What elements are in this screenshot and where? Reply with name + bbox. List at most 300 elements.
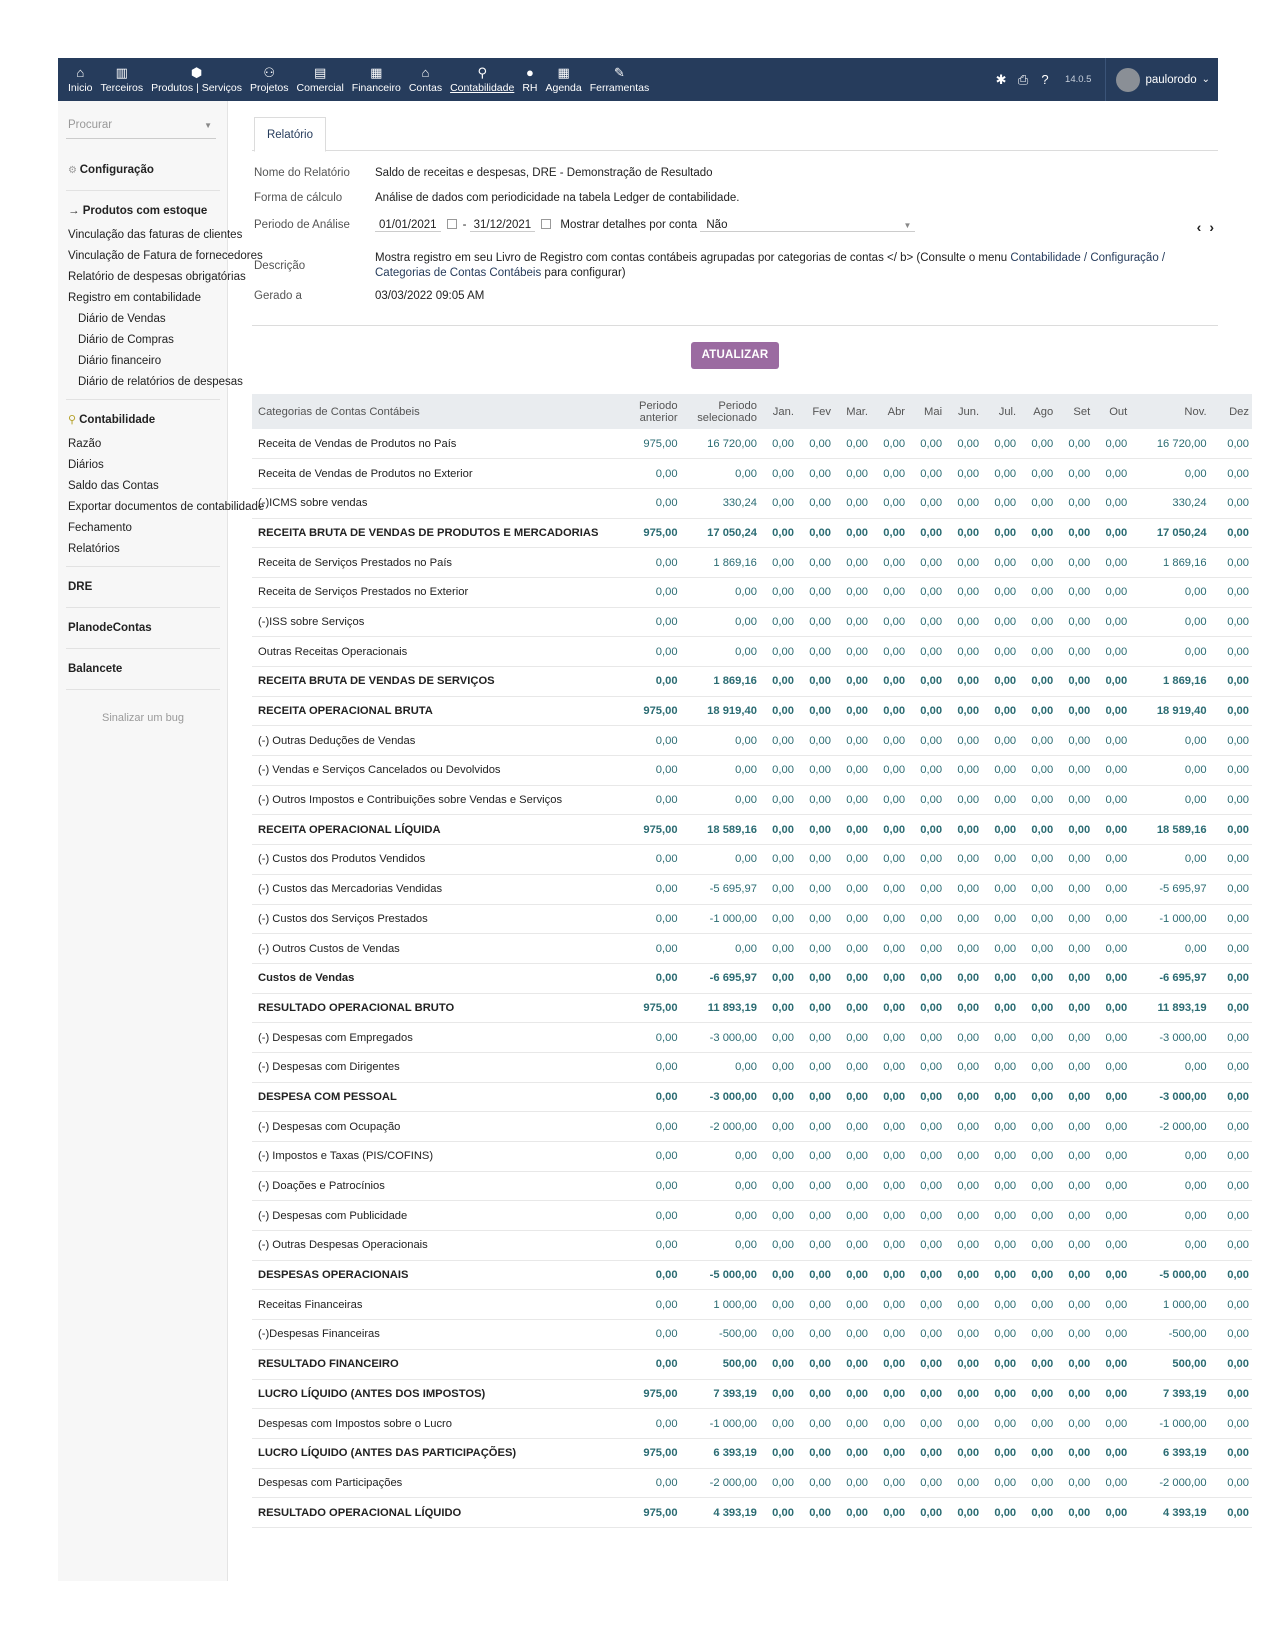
- cell-month[interactable]: 0,00: [982, 548, 1019, 578]
- cell-month[interactable]: 0,00: [871, 934, 908, 964]
- cell-month[interactable]: 0,00: [834, 667, 871, 697]
- cell-month[interactable]: 0,00: [797, 726, 834, 756]
- cell-month[interactable]: 0,00: [760, 1231, 797, 1261]
- cell-month[interactable]: 0,00: [1093, 1320, 1130, 1350]
- cell-month[interactable]: 0,00: [982, 815, 1019, 845]
- cell-periodo-anterior[interactable]: 0,00: [628, 1320, 681, 1350]
- cell-month[interactable]: 0,00: [760, 963, 797, 993]
- cell-periodo-selecionado[interactable]: -6 695,97: [681, 963, 760, 993]
- cell-month[interactable]: 0,00: [871, 696, 908, 726]
- cell-month[interactable]: 0,00: [982, 1052, 1019, 1082]
- cell-month[interactable]: 0,00: [871, 1320, 908, 1350]
- cell-month[interactable]: 0,00: [1056, 1409, 1093, 1439]
- cell-month[interactable]: 0,00: [797, 1082, 834, 1112]
- cell-dez[interactable]: 0,00: [1210, 1023, 1252, 1053]
- cell-month[interactable]: 0,00: [908, 1082, 945, 1112]
- cell-month[interactable]: 0,00: [908, 1320, 945, 1350]
- cell-month[interactable]: 0,00: [797, 637, 834, 667]
- cell-month[interactable]: 0,00: [1056, 1052, 1093, 1082]
- cell-nov[interactable]: 0,00: [1130, 1231, 1209, 1261]
- cell-periodo-selecionado[interactable]: -2 000,00: [681, 1112, 760, 1142]
- cell-month[interactable]: 0,00: [797, 845, 834, 875]
- cell-nov[interactable]: 0,00: [1130, 1171, 1209, 1201]
- cell-periodo-anterior[interactable]: 975,00: [628, 696, 681, 726]
- cell-nov[interactable]: 1 869,16: [1130, 667, 1209, 697]
- cell-month[interactable]: 0,00: [982, 1290, 1019, 1320]
- cell-dez[interactable]: 0,00: [1210, 637, 1252, 667]
- cell-nov[interactable]: -2 000,00: [1130, 1468, 1209, 1498]
- cell-month[interactable]: 0,00: [1093, 1290, 1130, 1320]
- cell-month[interactable]: 0,00: [1093, 1409, 1130, 1439]
- cell-nov[interactable]: -1 000,00: [1130, 1409, 1209, 1439]
- cell-month[interactable]: 0,00: [908, 577, 945, 607]
- search-select[interactable]: [66, 115, 216, 139]
- cell-month[interactable]: 0,00: [871, 607, 908, 637]
- cell-month[interactable]: 0,00: [945, 459, 982, 489]
- cell-month[interactable]: 0,00: [760, 993, 797, 1023]
- bug-icon[interactable]: ✱: [995, 71, 1007, 87]
- cell-month[interactable]: 0,00: [834, 1201, 871, 1231]
- cell-month[interactable]: 0,00: [797, 756, 834, 786]
- cell-nov[interactable]: -1 000,00: [1130, 904, 1209, 934]
- cell-month[interactable]: 0,00: [834, 548, 871, 578]
- cell-periodo-selecionado[interactable]: 0,00: [681, 1052, 760, 1082]
- cell-month[interactable]: 0,00: [982, 1082, 1019, 1112]
- cell-month[interactable]: 0,00: [871, 459, 908, 489]
- report-bug-link[interactable]: Sinalizar um bug: [102, 712, 184, 724]
- cell-month[interactable]: 0,00: [908, 1349, 945, 1379]
- cell-month[interactable]: 0,00: [760, 1468, 797, 1498]
- cell-dez[interactable]: 0,00: [1210, 1498, 1252, 1528]
- cell-month[interactable]: 0,00: [871, 815, 908, 845]
- cell-periodo-selecionado[interactable]: 0,00: [681, 1171, 760, 1201]
- cell-month[interactable]: 0,00: [908, 1052, 945, 1082]
- menu-planodecontas[interactable]: PlanodeContas: [68, 622, 152, 634]
- cell-month[interactable]: 0,00: [760, 637, 797, 667]
- cell-month[interactable]: 0,00: [797, 785, 834, 815]
- cell-month[interactable]: 0,00: [871, 488, 908, 518]
- cell-month[interactable]: 0,00: [982, 577, 1019, 607]
- cell-month[interactable]: 0,00: [797, 1052, 834, 1082]
- cell-dez[interactable]: 0,00: [1210, 1112, 1252, 1142]
- cell-month[interactable]: 0,00: [945, 1320, 982, 1350]
- cell-month[interactable]: 0,00: [982, 1409, 1019, 1439]
- cell-dez[interactable]: 0,00: [1210, 548, 1252, 578]
- cell-month[interactable]: 0,00: [871, 1290, 908, 1320]
- column-header[interactable]: Ago: [1019, 394, 1056, 429]
- cell-month[interactable]: 0,00: [834, 1379, 871, 1409]
- cell-month[interactable]: 0,00: [797, 577, 834, 607]
- cell-month[interactable]: 0,00: [834, 815, 871, 845]
- cell-month[interactable]: 0,00: [871, 1438, 908, 1468]
- cell-dez[interactable]: 0,00: [1210, 1468, 1252, 1498]
- column-header[interactable]: Categorias de Contas Contábeis: [252, 394, 628, 429]
- cell-month[interactable]: 0,00: [1019, 1498, 1056, 1528]
- cell-month[interactable]: 0,00: [982, 1379, 1019, 1409]
- cell-month[interactable]: 0,00: [834, 1498, 871, 1528]
- cell-month[interactable]: 0,00: [945, 756, 982, 786]
- cell-month[interactable]: 0,00: [834, 1142, 871, 1172]
- cell-month[interactable]: 0,00: [1093, 993, 1130, 1023]
- cell-month[interactable]: 0,00: [982, 607, 1019, 637]
- cell-month[interactable]: 0,00: [1019, 934, 1056, 964]
- cell-month[interactable]: 0,00: [871, 429, 908, 459]
- cell-month[interactable]: 0,00: [797, 1468, 834, 1498]
- cell-month[interactable]: 0,00: [908, 1379, 945, 1409]
- cell-month[interactable]: 0,00: [760, 1438, 797, 1468]
- cell-month[interactable]: 0,00: [1093, 1112, 1130, 1142]
- cell-month[interactable]: 0,00: [982, 1023, 1019, 1053]
- cell-periodo-selecionado[interactable]: 0,00: [681, 1231, 760, 1261]
- cell-month[interactable]: 0,00: [1093, 963, 1130, 993]
- cell-periodo-selecionado[interactable]: -1 000,00: [681, 904, 760, 934]
- cell-month[interactable]: 0,00: [1093, 726, 1130, 756]
- cell-dez[interactable]: 0,00: [1210, 1201, 1252, 1231]
- cell-periodo-anterior[interactable]: 0,00: [628, 1260, 681, 1290]
- cell-periodo-anterior[interactable]: 0,00: [628, 874, 681, 904]
- cell-nov[interactable]: 6 393,19: [1130, 1438, 1209, 1468]
- cell-month[interactable]: 0,00: [945, 993, 982, 1023]
- cell-month[interactable]: 0,00: [871, 1498, 908, 1528]
- cell-month[interactable]: 0,00: [908, 815, 945, 845]
- sidebar-item[interactable]: Fechamento: [68, 522, 132, 534]
- cell-month[interactable]: 0,00: [834, 904, 871, 934]
- cell-month[interactable]: 0,00: [1093, 518, 1130, 548]
- cell-periodo-selecionado[interactable]: -3 000,00: [681, 1023, 760, 1053]
- cell-periodo-selecionado[interactable]: 0,00: [681, 726, 760, 756]
- menu-configuracao[interactable]: [58, 156, 228, 184]
- cell-periodo-selecionado[interactable]: -5 695,97: [681, 874, 760, 904]
- cell-nov[interactable]: 0,00: [1130, 756, 1209, 786]
- cell-month[interactable]: 0,00: [945, 1468, 982, 1498]
- cell-month[interactable]: 0,00: [834, 1438, 871, 1468]
- cell-month[interactable]: 0,00: [797, 429, 834, 459]
- sidebar-item[interactable]: Vinculação das faturas de clientes: [68, 229, 243, 241]
- cell-month[interactable]: 0,00: [1093, 1082, 1130, 1112]
- cell-month[interactable]: 0,00: [1093, 1349, 1130, 1379]
- cell-nov[interactable]: 0,00: [1130, 1201, 1209, 1231]
- cell-periodo-selecionado[interactable]: 18 589,16: [681, 815, 760, 845]
- cell-month[interactable]: 0,00: [945, 845, 982, 875]
- cell-month[interactable]: 0,00: [834, 756, 871, 786]
- cell-periodo-anterior[interactable]: 975,00: [628, 815, 681, 845]
- cell-month[interactable]: 0,00: [797, 607, 834, 637]
- column-header[interactable]: Out: [1093, 394, 1130, 429]
- cell-periodo-selecionado[interactable]: 7 393,19: [681, 1379, 760, 1409]
- sidebar-item[interactable]: Relatórios: [68, 543, 120, 555]
- cell-month[interactable]: 0,00: [797, 518, 834, 548]
- cell-month[interactable]: 0,00: [1019, 459, 1056, 489]
- cell-month[interactable]: 0,00: [797, 904, 834, 934]
- calendar-icon[interactable]: [447, 219, 457, 229]
- menu-item-projetos[interactable]: [246, 58, 293, 101]
- menu-produtos-estoque[interactable]: [58, 197, 228, 225]
- cell-periodo-anterior[interactable]: 0,00: [628, 726, 681, 756]
- cell-month[interactable]: 0,00: [1019, 1409, 1056, 1439]
- cell-nov[interactable]: 16 720,00: [1130, 429, 1209, 459]
- cell-month[interactable]: 0,00: [1019, 1201, 1056, 1231]
- cell-nov[interactable]: 0,00: [1130, 785, 1209, 815]
- cell-month[interactable]: 0,00: [1019, 726, 1056, 756]
- cell-month[interactable]: 0,00: [834, 1023, 871, 1053]
- cell-month[interactable]: 0,00: [797, 963, 834, 993]
- menu-contabilidade[interactable]: [58, 406, 228, 434]
- cell-month[interactable]: 0,00: [982, 1231, 1019, 1261]
- cell-month[interactable]: 0,00: [871, 548, 908, 578]
- cell-month[interactable]: 0,00: [834, 429, 871, 459]
- cell-dez[interactable]: 0,00: [1210, 1320, 1252, 1350]
- cell-month[interactable]: 0,00: [1093, 1260, 1130, 1290]
- cell-month[interactable]: 0,00: [760, 488, 797, 518]
- cell-month[interactable]: 0,00: [834, 963, 871, 993]
- cell-month[interactable]: 0,00: [1019, 429, 1056, 459]
- cell-month[interactable]: 0,00: [871, 1201, 908, 1231]
- cell-periodo-anterior[interactable]: 0,00: [628, 785, 681, 815]
- cell-nov[interactable]: 0,00: [1130, 934, 1209, 964]
- cell-month[interactable]: 0,00: [797, 1498, 834, 1528]
- cell-dez[interactable]: 0,00: [1210, 607, 1252, 637]
- tab-relatorio[interactable]: Relatório: [254, 117, 326, 152]
- cell-month[interactable]: 0,00: [1019, 1379, 1056, 1409]
- cell-month[interactable]: 0,00: [1093, 1171, 1130, 1201]
- cell-periodo-anterior[interactable]: 0,00: [628, 488, 681, 518]
- column-header[interactable]: Periodo selecionado: [681, 394, 760, 429]
- cell-month[interactable]: 0,00: [797, 815, 834, 845]
- cell-month[interactable]: 0,00: [1056, 459, 1093, 489]
- cell-periodo-selecionado[interactable]: 0,00: [681, 1142, 760, 1172]
- cell-dez[interactable]: 0,00: [1210, 845, 1252, 875]
- cell-month[interactable]: 0,00: [834, 1052, 871, 1082]
- cell-month[interactable]: 0,00: [945, 518, 982, 548]
- cell-month[interactable]: 0,00: [908, 1260, 945, 1290]
- cell-dez[interactable]: 0,00: [1210, 1379, 1252, 1409]
- cell-month[interactable]: 0,00: [1056, 815, 1093, 845]
- cell-dez[interactable]: 0,00: [1210, 1409, 1252, 1439]
- cell-month[interactable]: 0,00: [982, 459, 1019, 489]
- cell-month[interactable]: 0,00: [1093, 696, 1130, 726]
- cell-month[interactable]: 0,00: [834, 637, 871, 667]
- cell-month[interactable]: 0,00: [797, 1379, 834, 1409]
- cell-periodo-selecionado[interactable]: 1 869,16: [681, 667, 760, 697]
- cell-month[interactable]: 0,00: [760, 518, 797, 548]
- cell-month[interactable]: 0,00: [945, 1409, 982, 1439]
- cell-month[interactable]: 0,00: [908, 459, 945, 489]
- cell-month[interactable]: 0,00: [1093, 874, 1130, 904]
- sidebar-item[interactable]: Razão: [68, 438, 102, 450]
- cell-month[interactable]: 0,00: [834, 993, 871, 1023]
- cell-month[interactable]: 0,00: [982, 993, 1019, 1023]
- cell-month[interactable]: 0,00: [1093, 1201, 1130, 1231]
- cell-month[interactable]: 0,00: [982, 1498, 1019, 1528]
- cell-month[interactable]: 0,00: [908, 667, 945, 697]
- cell-month[interactable]: 0,00: [760, 1290, 797, 1320]
- cell-month[interactable]: 0,00: [945, 1260, 982, 1290]
- cell-periodo-selecionado[interactable]: 6 393,19: [681, 1438, 760, 1468]
- cell-month[interactable]: 0,00: [760, 1409, 797, 1439]
- cell-month[interactable]: 0,00: [945, 696, 982, 726]
- cell-month[interactable]: 0,00: [797, 1320, 834, 1350]
- cell-month[interactable]: 0,00: [1019, 1349, 1056, 1379]
- cell-periodo-anterior[interactable]: 0,00: [628, 934, 681, 964]
- cell-month[interactable]: 0,00: [982, 963, 1019, 993]
- cell-month[interactable]: 0,00: [871, 1023, 908, 1053]
- cell-month[interactable]: 0,00: [834, 1349, 871, 1379]
- sidebar-item[interactable]: Diários: [68, 459, 104, 471]
- cell-dez[interactable]: 0,00: [1210, 904, 1252, 934]
- column-header[interactable]: Dez: [1210, 394, 1252, 429]
- cell-periodo-anterior[interactable]: 0,00: [628, 1349, 681, 1379]
- cell-month[interactable]: 0,00: [1056, 1023, 1093, 1053]
- cell-month[interactable]: 0,00: [1019, 1260, 1056, 1290]
- cell-month[interactable]: 0,00: [1093, 1231, 1130, 1261]
- cell-month[interactable]: 0,00: [797, 1023, 834, 1053]
- cell-month[interactable]: 0,00: [760, 1201, 797, 1231]
- cell-periodo-anterior[interactable]: 975,00: [628, 993, 681, 1023]
- cell-month[interactable]: 0,00: [871, 993, 908, 1023]
- cell-month[interactable]: 0,00: [760, 934, 797, 964]
- cell-periodo-selecionado[interactable]: -1 000,00: [681, 1409, 760, 1439]
- cell-month[interactable]: 0,00: [945, 1142, 982, 1172]
- cell-month[interactable]: 0,00: [1056, 756, 1093, 786]
- cell-month[interactable]: 0,00: [797, 459, 834, 489]
- cell-month[interactable]: 0,00: [1093, 548, 1130, 578]
- cell-month[interactable]: 0,00: [834, 845, 871, 875]
- cell-month[interactable]: 0,00: [760, 459, 797, 489]
- cell-month[interactable]: 0,00: [908, 1171, 945, 1201]
- cell-dez[interactable]: 0,00: [1210, 1142, 1252, 1172]
- cell-nov[interactable]: -5 695,97: [1130, 874, 1209, 904]
- cell-month[interactable]: 0,00: [834, 577, 871, 607]
- sidebar-item[interactable]: Diário financeiro: [78, 355, 162, 367]
- cell-month[interactable]: 0,00: [1056, 429, 1093, 459]
- cell-month[interactable]: 0,00: [945, 874, 982, 904]
- cell-month[interactable]: 0,00: [871, 1260, 908, 1290]
- date-to-input[interactable]: 31/12/2021: [470, 219, 536, 232]
- cell-month[interactable]: 0,00: [871, 1379, 908, 1409]
- cell-month[interactable]: 0,00: [982, 934, 1019, 964]
- date-from-input[interactable]: 01/01/2021: [375, 219, 441, 232]
- cell-month[interactable]: 0,00: [1019, 1082, 1056, 1112]
- cell-month[interactable]: 0,00: [1056, 1082, 1093, 1112]
- menu-item-contabilidade[interactable]: [446, 58, 518, 101]
- cell-nov[interactable]: 11 893,19: [1130, 993, 1209, 1023]
- cell-nov[interactable]: -5 000,00: [1130, 1260, 1209, 1290]
- cell-month[interactable]: 0,00: [982, 1112, 1019, 1142]
- cell-month[interactable]: 0,00: [760, 429, 797, 459]
- cell-month[interactable]: 0,00: [1019, 993, 1056, 1023]
- cell-month[interactable]: 0,00: [1093, 637, 1130, 667]
- cell-periodo-anterior[interactable]: 0,00: [628, 1082, 681, 1112]
- cell-month[interactable]: 0,00: [871, 1082, 908, 1112]
- cell-month[interactable]: 0,00: [1019, 785, 1056, 815]
- descricao-link[interactable]: Contabilidade / Configuração / Categorias de Contas Contábeis: [375, 252, 1166, 279]
- cell-periodo-anterior[interactable]: 0,00: [628, 963, 681, 993]
- cell-month[interactable]: 0,00: [871, 1171, 908, 1201]
- cell-month[interactable]: 0,00: [982, 696, 1019, 726]
- cell-month[interactable]: 0,00: [1093, 577, 1130, 607]
- cell-month[interactable]: 0,00: [760, 1379, 797, 1409]
- cell-dez[interactable]: 0,00: [1210, 488, 1252, 518]
- cell-month[interactable]: 0,00: [834, 1231, 871, 1261]
- cell-month[interactable]: 0,00: [797, 1438, 834, 1468]
- cell-periodo-anterior[interactable]: 0,00: [628, 756, 681, 786]
- cell-month[interactable]: 0,00: [982, 1349, 1019, 1379]
- cell-periodo-selecionado[interactable]: 11 893,19: [681, 993, 760, 1023]
- cell-month[interactable]: 0,00: [982, 756, 1019, 786]
- cell-month[interactable]: 0,00: [760, 1498, 797, 1528]
- cell-periodo-selecionado[interactable]: 0,00: [681, 934, 760, 964]
- cell-month[interactable]: 0,00: [797, 1409, 834, 1439]
- cell-periodo-anterior[interactable]: 975,00: [628, 1498, 681, 1528]
- sidebar-item[interactable]: Diário de Vendas: [78, 313, 166, 325]
- help-icon[interactable]: ?: [1041, 72, 1049, 87]
- cell-month[interactable]: 0,00: [834, 459, 871, 489]
- cell-month[interactable]: 0,00: [1056, 548, 1093, 578]
- cell-month[interactable]: 0,00: [760, 874, 797, 904]
- cell-month[interactable]: 0,00: [982, 1438, 1019, 1468]
- cell-month[interactable]: 0,00: [760, 1082, 797, 1112]
- cell-month[interactable]: 0,00: [1093, 1379, 1130, 1409]
- cell-month[interactable]: 0,00: [760, 1349, 797, 1379]
- cell-month[interactable]: 0,00: [1019, 904, 1056, 934]
- cell-periodo-selecionado[interactable]: 0,00: [681, 1201, 760, 1231]
- cell-periodo-anterior[interactable]: 0,00: [628, 667, 681, 697]
- cell-periodo-anterior[interactable]: 975,00: [628, 518, 681, 548]
- cell-month[interactable]: 0,00: [908, 904, 945, 934]
- cell-month[interactable]: 0,00: [945, 488, 982, 518]
- cell-nov[interactable]: 0,00: [1130, 726, 1209, 756]
- cell-month[interactable]: 0,00: [982, 1171, 1019, 1201]
- cell-periodo-anterior[interactable]: 0,00: [628, 1052, 681, 1082]
- cell-periodo-anterior[interactable]: 0,00: [628, 1112, 681, 1142]
- cell-month[interactable]: 0,00: [1019, 1171, 1056, 1201]
- cell-month[interactable]: 0,00: [945, 934, 982, 964]
- cell-dez[interactable]: 0,00: [1210, 756, 1252, 786]
- cell-month[interactable]: 0,00: [982, 845, 1019, 875]
- cell-month[interactable]: 0,00: [945, 904, 982, 934]
- cell-periodo-anterior[interactable]: 975,00: [628, 429, 681, 459]
- cell-month[interactable]: 0,00: [871, 845, 908, 875]
- cell-month[interactable]: 0,00: [834, 1409, 871, 1439]
- cell-month[interactable]: 0,00: [945, 1052, 982, 1082]
- cell-month[interactable]: 0,00: [871, 756, 908, 786]
- cell-month[interactable]: 0,00: [945, 1112, 982, 1142]
- cell-periodo-selecionado[interactable]: 1 000,00: [681, 1290, 760, 1320]
- cell-month[interactable]: 0,00: [1019, 815, 1056, 845]
- cell-month[interactable]: 0,00: [908, 1201, 945, 1231]
- menu-item-comercial[interactable]: [293, 58, 348, 101]
- cell-month[interactable]: 0,00: [834, 696, 871, 726]
- cell-month[interactable]: 0,00: [982, 904, 1019, 934]
- cell-periodo-anterior[interactable]: 0,00: [628, 1231, 681, 1261]
- cell-nov[interactable]: 0,00: [1130, 845, 1209, 875]
- cell-month[interactable]: 0,00: [760, 667, 797, 697]
- cell-month[interactable]: 0,00: [945, 1438, 982, 1468]
- cell-month[interactable]: 0,00: [1019, 1023, 1056, 1053]
- cell-month[interactable]: 0,00: [1056, 874, 1093, 904]
- cell-dez[interactable]: 0,00: [1210, 815, 1252, 845]
- cell-month[interactable]: 0,00: [1093, 459, 1130, 489]
- cell-month[interactable]: 0,00: [1056, 667, 1093, 697]
- cell-month[interactable]: 0,00: [834, 1260, 871, 1290]
- cell-periodo-selecionado[interactable]: -5 000,00: [681, 1260, 760, 1290]
- cell-periodo-anterior[interactable]: 975,00: [628, 1379, 681, 1409]
- cell-month[interactable]: 0,00: [797, 1112, 834, 1142]
- cell-month[interactable]: 0,00: [1056, 488, 1093, 518]
- cell-month[interactable]: 0,00: [1019, 1112, 1056, 1142]
- cell-month[interactable]: 0,00: [834, 518, 871, 548]
- cell-month[interactable]: 0,00: [945, 1082, 982, 1112]
